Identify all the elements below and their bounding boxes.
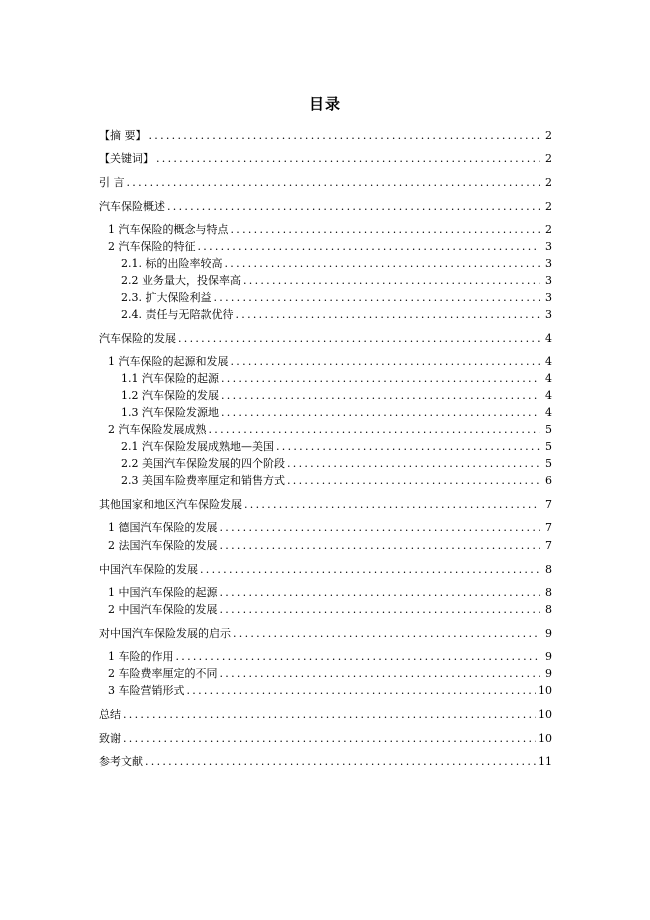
toc-label: 2.2 业务量大，投保率高 (121, 274, 241, 287)
toc-entry-chapter[interactable] (99, 200, 552, 214)
dot-leader (231, 223, 541, 237)
toc-page-number: 4 (545, 389, 552, 402)
toc-label: 3 车险营销形式 (108, 684, 185, 697)
toc-page-number: 5 (545, 457, 552, 470)
toc-page-number: 10 (538, 708, 552, 721)
dot-leader (287, 457, 540, 471)
toc-entry-section[interactable] (108, 423, 552, 437)
toc-entry-chapter[interactable] (99, 563, 552, 577)
toc-entry-keywords[interactable] (99, 152, 552, 166)
toc-label: 1 德国汽车保险的发展 (108, 521, 218, 534)
page-title: 目录 (308, 95, 341, 113)
toc-entry-introduction[interactable] (99, 176, 552, 190)
toc-entry-references[interactable] (99, 755, 552, 769)
dot-leader (123, 708, 536, 722)
toc-entry-subsection[interactable] (121, 372, 552, 386)
dot-leader (198, 240, 541, 254)
dot-leader (156, 152, 540, 166)
toc-page-number: 3 (545, 274, 552, 287)
toc-label: 1.3 汽车保险发源地 (121, 406, 219, 419)
dot-leader (244, 498, 540, 512)
toc-page-number: 6 (545, 474, 552, 487)
toc-page-number: 3 (545, 308, 552, 321)
toc-page-number: 5 (545, 440, 552, 453)
dot-leader (231, 355, 541, 369)
toc-page-number: 7 (545, 521, 552, 534)
dot-leader (187, 684, 537, 698)
toc-page-number: 5 (545, 423, 552, 436)
toc-page-number: 2 (545, 223, 552, 236)
toc-entry-subsection[interactable] (121, 291, 552, 305)
toc-entry-conclusion[interactable] (99, 708, 552, 722)
toc-page-number: 11 (538, 755, 552, 768)
dot-leader (225, 257, 541, 271)
toc-entry-section[interactable] (108, 603, 552, 617)
toc-page-number: 4 (545, 332, 552, 345)
dot-leader (220, 521, 541, 535)
dot-leader (209, 423, 541, 437)
toc-label: 2 汽车保险发展成熟 (108, 423, 207, 436)
toc-label: 引 言 (99, 176, 125, 189)
dot-leader (167, 200, 540, 214)
toc-label: 总结 (99, 708, 121, 721)
dot-leader (220, 603, 541, 617)
toc-page-number: 4 (545, 372, 552, 385)
toc-label: 2 中国汽车保险的发展 (108, 603, 218, 616)
dot-leader (236, 308, 541, 322)
toc-entry-section[interactable] (108, 586, 552, 600)
toc-entry-section[interactable] (108, 539, 552, 553)
dot-leader (149, 129, 541, 143)
toc-label: 2.3. 扩大保险利益 (121, 291, 212, 304)
toc-entry-subsection[interactable] (121, 389, 552, 403)
toc-label: 1.1 汽车保险的起源 (121, 372, 219, 385)
toc-page-number: 3 (545, 291, 552, 304)
dot-leader (220, 586, 541, 600)
toc-page-number: 2 (545, 176, 552, 189)
toc-page-number: 2 (545, 152, 552, 165)
toc-page-number: 8 (545, 586, 552, 599)
toc-label: 汽车保险的发展 (99, 332, 176, 345)
toc-label: 2.3 美国车险费率厘定和销售方式 (121, 474, 285, 487)
toc-page-number: 9 (545, 650, 552, 663)
toc-entry-subsection[interactable] (121, 308, 552, 322)
toc-label: 中国汽车保险的发展 (99, 563, 198, 576)
dot-leader (178, 332, 540, 346)
toc-entry-subsection[interactable] (121, 474, 552, 488)
dot-leader (221, 372, 540, 386)
toc-entry-section[interactable] (108, 223, 552, 237)
dot-leader (127, 176, 541, 190)
toc-page-number: 9 (545, 667, 552, 680)
dot-leader (214, 291, 541, 305)
toc-label: 2 法国汽车保险的发展 (108, 539, 218, 552)
toc-entry-section[interactable] (108, 667, 552, 681)
dot-leader (287, 474, 540, 488)
toc-entry-subsection[interactable] (121, 406, 552, 420)
toc-page-number: 8 (545, 563, 552, 576)
dot-leader (176, 650, 541, 664)
toc-page-number: 3 (545, 257, 552, 270)
toc-page-number: 8 (545, 603, 552, 616)
toc-label: 2.4. 责任与无陪款优待 (121, 308, 234, 321)
toc-label: 对中国汽车保险发展的启示 (99, 627, 231, 640)
toc-label: 【摘 要】 (99, 129, 147, 142)
toc-entry-section[interactable] (108, 521, 552, 535)
toc-label: 1 汽车保险的起源和发展 (108, 355, 229, 368)
dot-leader (220, 539, 541, 553)
toc-page-number: 4 (545, 406, 552, 419)
toc-entry-chapter[interactable] (99, 498, 552, 512)
toc-entry-chapter[interactable] (99, 627, 552, 641)
toc-label: 1 汽车保险的概念与特点 (108, 223, 229, 236)
toc-entry-section[interactable] (108, 355, 552, 369)
toc-label: 参考文献 (99, 755, 143, 768)
dot-leader (243, 274, 540, 288)
dot-leader (200, 563, 540, 577)
toc-label: 2.1 汽车保险发展成熟地—美国 (121, 440, 274, 453)
dot-leader (145, 755, 536, 769)
toc-label: 2 车险费率厘定的不同 (108, 667, 218, 680)
toc-page-number: 4 (545, 355, 552, 368)
toc-entry-section[interactable] (108, 650, 552, 664)
toc-page-number: 3 (545, 240, 552, 253)
dot-leader (123, 732, 536, 746)
toc-page-number: 7 (545, 539, 552, 552)
toc-label: 1 中国汽车保险的起源 (108, 586, 218, 599)
dot-leader (221, 389, 540, 403)
toc-label: 其他国家和地区汽车保险发展 (99, 498, 242, 511)
toc-page-number: 2 (545, 129, 552, 142)
toc-page-number: 10 (538, 684, 552, 697)
toc-label: 【关键词】 (99, 152, 154, 165)
toc-entry-section[interactable] (108, 684, 552, 698)
dot-leader (276, 440, 540, 454)
toc-label: 1.2 汽车保险的发展 (121, 389, 219, 402)
toc-entry-subsection[interactable] (121, 440, 552, 454)
toc-entry-acknowledgements[interactable] (99, 732, 552, 746)
toc-entry-subsection[interactable] (121, 257, 552, 271)
toc-label: 致谢 (99, 732, 121, 745)
toc-page-number: 2 (545, 200, 552, 213)
toc-entry-subsection[interactable] (121, 457, 552, 471)
toc-page-number: 9 (545, 627, 552, 640)
toc-page-number: 10 (538, 732, 552, 745)
toc-entry-chapter[interactable] (99, 332, 552, 346)
toc-label: 2 汽车保险的特征 (108, 240, 196, 253)
dot-leader (233, 627, 540, 641)
toc-page-number: 7 (545, 498, 552, 511)
toc-entry-subsection[interactable] (121, 274, 552, 288)
toc-entry-section[interactable] (108, 240, 552, 254)
toc-label: 汽车保险概述 (99, 200, 165, 213)
toc-label: 2.1. 标的出险率较高 (121, 257, 223, 270)
toc-entry-abstract[interactable] (99, 129, 552, 143)
dot-leader (220, 667, 541, 681)
dot-leader (221, 406, 540, 420)
toc-label: 2.2 美国汽车保险发展的四个阶段 (121, 457, 285, 470)
toc-label: 1 车险的作用 (108, 650, 174, 663)
